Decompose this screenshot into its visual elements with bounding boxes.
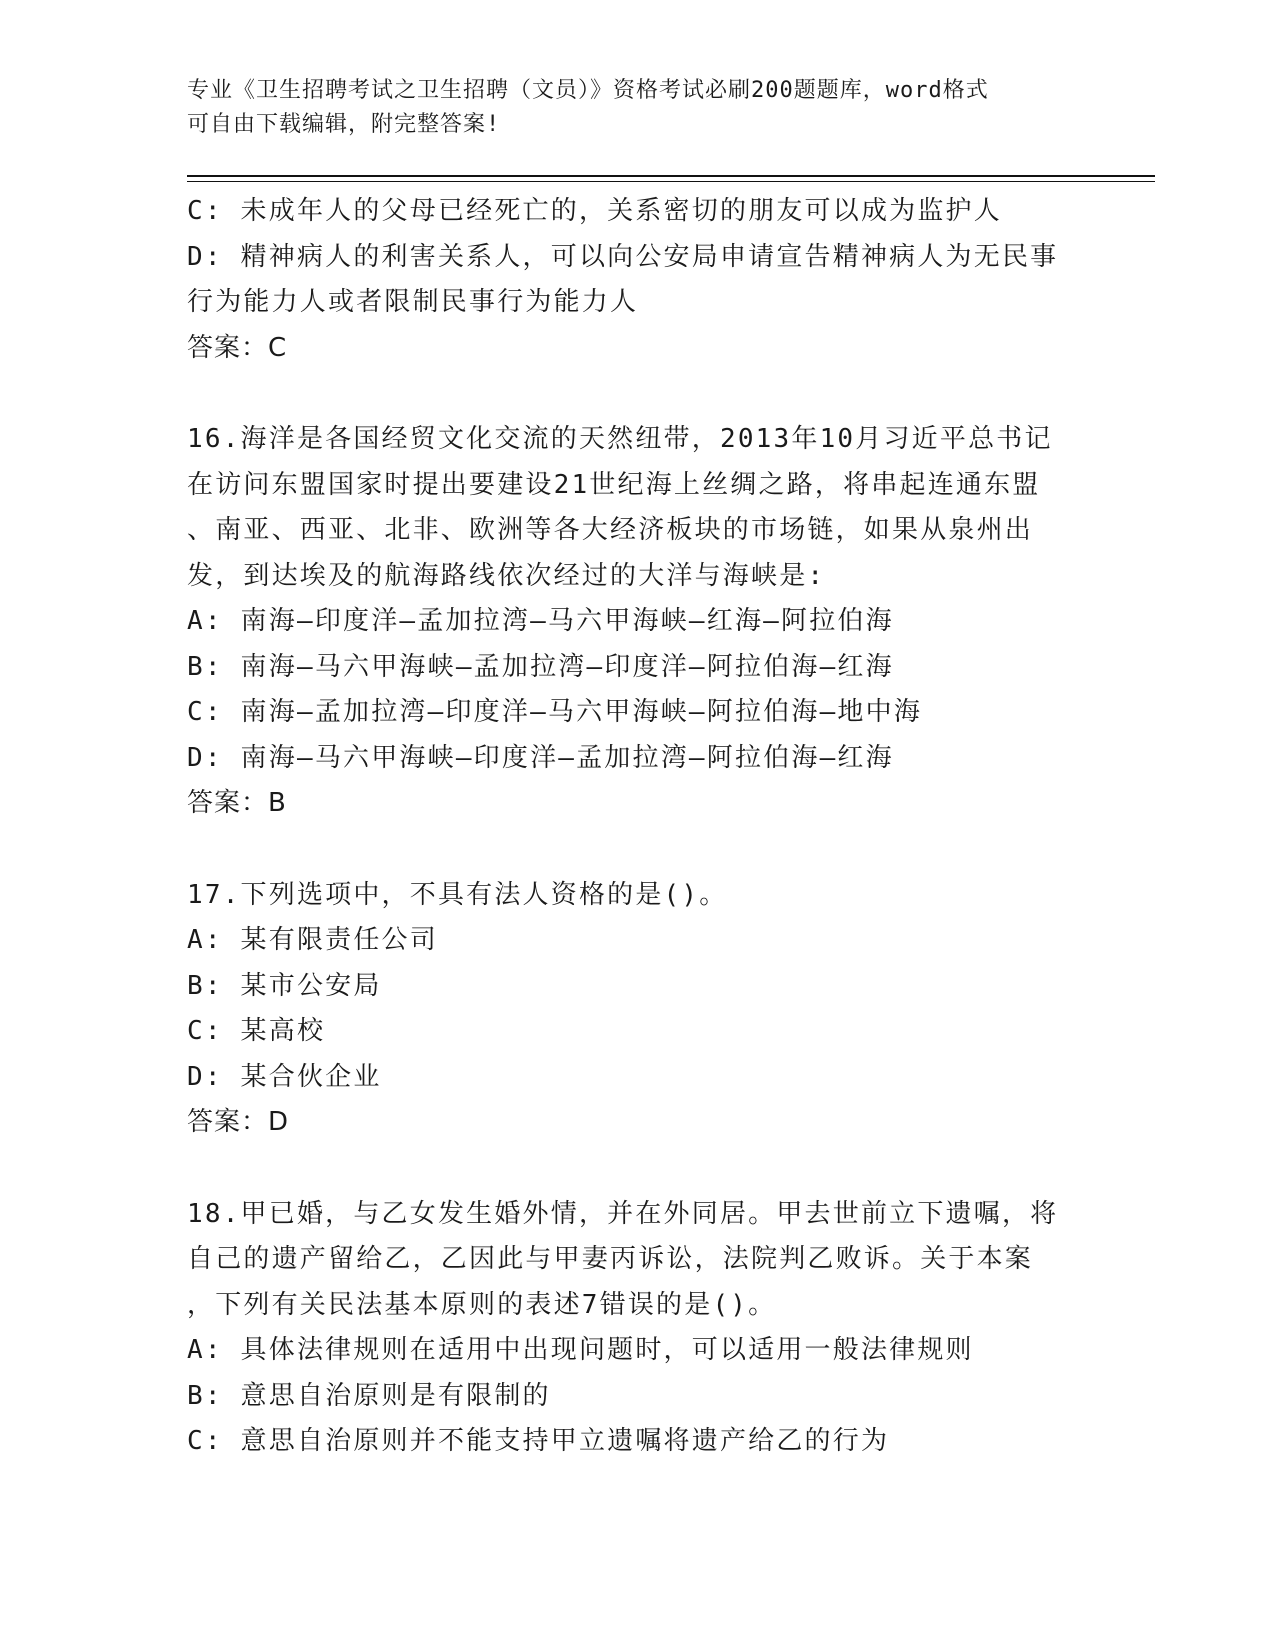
answer: 答案：C [187,332,288,363]
page-header [187,74,1087,142]
question-17 [187,873,1087,1146]
header-divider-thin [187,181,1155,182]
question-stem: ，下列有关民法基本原则的表述7错误的是()。 [187,1289,777,1320]
header-title-line-1: 专业《卫生招聘考试之卫生招聘（文员）》资格考试必刷200题题库，word格式 [187,78,989,103]
spacer [187,371,1087,417]
spacer [187,827,1087,873]
option-b: B: 某市公安局 [187,970,382,1001]
question-stem: 18.甲已婚，与乙女发生婚外情，并在外同居。甲去世前立下遗嘱，将 [187,1198,1059,1229]
question-16 [187,417,1087,827]
option-b: B: 南海—马六甲海峡—孟加拉湾—印度洋—阿拉伯海—红海 [187,651,894,682]
option-a: A: 具体法律规则在适用中出现问题时，可以适用一般法律规则 [187,1335,974,1365]
option-d: D: 南海—马六甲海峡—印度洋—孟加拉湾—阿拉伯海—红海 [187,742,894,773]
question-stem: 在访问东盟国家时提出要建设21世纪海上丝绸之路，将串起连通东盟 [187,469,1041,500]
question-stem: 、南亚、西亚、北非、欧洲等各大经济板块的市场链，如果从泉州出 [187,515,1034,545]
option-a: A: 南海—印度洋—孟加拉湾—马六甲海峡—红海—阿拉伯海 [187,606,894,636]
option-c: C: 某高校 [187,1016,326,1046]
question-stem: 自己的遗产留给乙，乙因此与甲妻丙诉讼，法院判乙败诉。关于本案 [187,1244,1034,1274]
answer: 答案：D [187,1107,290,1137]
spacer [187,1146,1087,1192]
option-c: C: 南海—孟加拉湾—印度洋—马六甲海峡—阿拉伯海—地中海 [187,697,923,727]
option-d: D: 某合伙企业 [187,1061,382,1092]
question-15 [187,189,1087,371]
question-stem: 发，到达埃及的航海路线依次经过的大洋与海峡是: [187,560,826,591]
header-divider-thick [187,175,1155,177]
answer: 答案：B [187,788,287,818]
question-stem: 17.下列选项中，不具有法人资格的是()。 [187,879,728,910]
option-c: C: 未成年人的父母已经死亡的，关系密切的朋友可以成为监护人 [187,196,1002,226]
question-18 [187,1192,1087,1465]
question-stem: 16.海洋是各国经贸文化交流的天然纽带，2013年10月习近平总书记 [187,424,1053,454]
option-a: A: 某有限责任公司 [187,925,438,955]
option-c: C: 意思自治原则并不能支持甲立遗嘱将遗产给乙的行为 [187,1426,890,1456]
option-b: B: 意思自治原则是有限制的 [187,1380,551,1411]
option-d-continued: 行为能力人或者限制民事行为能力人 [187,287,639,317]
header-title-line-2: 可自由下载编辑，附完整答案! [187,112,501,137]
option-d: D: 精神病人的利害关系人，可以向公安局申请宣告精神病人为无民事 [187,241,1059,272]
question-content [187,189,1087,1465]
